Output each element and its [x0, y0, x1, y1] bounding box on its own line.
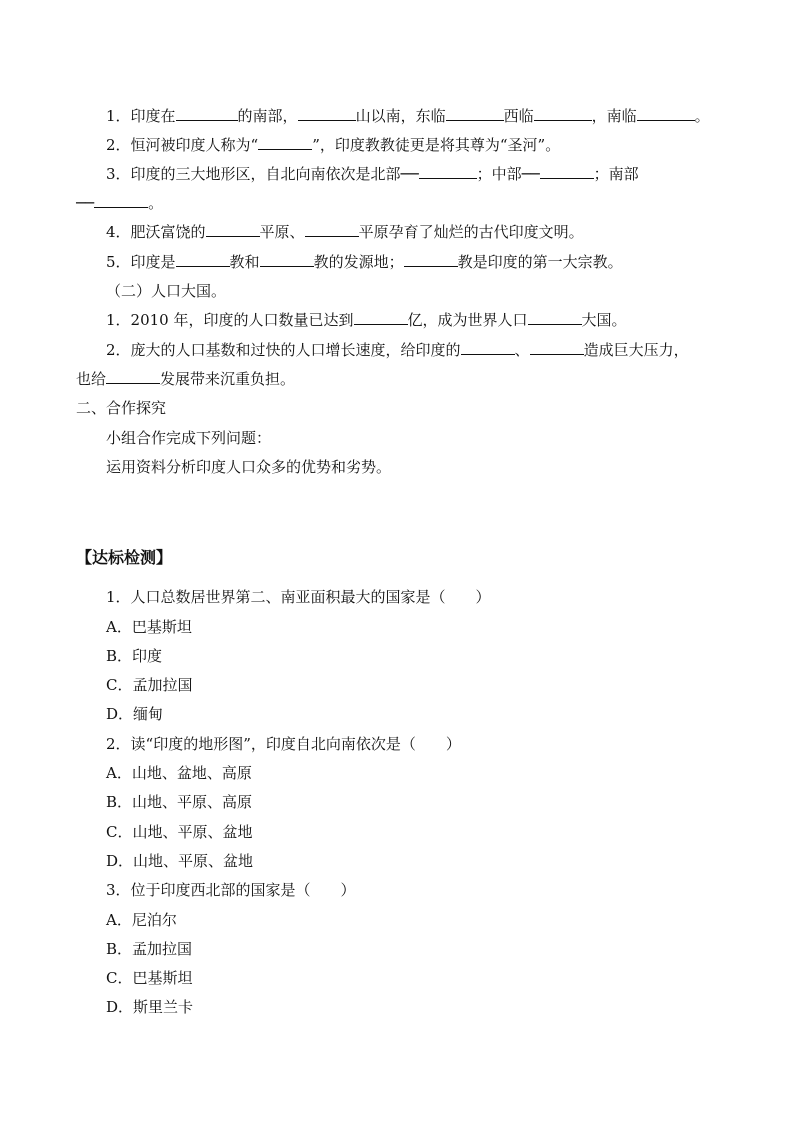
- pop-item-2: [106, 340, 689, 360]
- answer-blank[interactable]: [206, 222, 260, 237]
- answer-blank[interactable]: [176, 106, 238, 121]
- option-b[interactable]: B．孟加拉国: [106, 940, 193, 958]
- fill-text: 教是印度的第一大宗教。: [457, 253, 623, 271]
- option-b[interactable]: B．印度: [106, 647, 163, 665]
- fill-text: ，南临: [591, 107, 637, 125]
- sub-section-title: （二）人口大国。: [106, 282, 227, 300]
- fill-text: 山以南，东临: [355, 107, 446, 125]
- fill-item-4: [106, 222, 584, 242]
- question-stem: 1．人口总数居世界第二、南亚面积最大的国家是（ ）: [106, 588, 491, 606]
- answer-blank[interactable]: [419, 164, 477, 179]
- answer-blank[interactable]: [540, 164, 594, 179]
- cooperation-line-1: 小组合作完成下列问题：: [106, 429, 272, 447]
- answer-blank[interactable]: [176, 252, 230, 267]
- answer-blank[interactable]: [354, 310, 408, 325]
- answer-blank[interactable]: [461, 340, 515, 355]
- fill-text: 。: [148, 194, 164, 212]
- option-a[interactable]: A．山地、盆地、高原: [106, 764, 252, 782]
- question-stem: 3．位于印度西北部的国家是（ ）: [106, 881, 356, 899]
- fill-text: 亿，成为世界人口: [407, 311, 528, 329]
- answer-blank[interactable]: [106, 369, 160, 384]
- fill-text: 也给: [76, 370, 107, 388]
- fill-text: ──: [76, 194, 95, 212]
- fill-text: 5．印度是: [106, 253, 176, 271]
- pop-item-1: [106, 310, 627, 330]
- fill-item-2: [106, 135, 560, 155]
- fill-text: 。: [694, 107, 710, 125]
- answer-blank[interactable]: [637, 106, 695, 121]
- fill-text: 1．2010 年，印度的人口数量已达到: [106, 311, 354, 329]
- fill-text: 教的发源地；: [313, 253, 404, 271]
- answer-blank[interactable]: [404, 252, 458, 267]
- fill-text: 教和: [229, 253, 260, 271]
- option-c[interactable]: C．孟加拉国: [106, 676, 193, 694]
- fill-text: 2．庞大的人口基数和过快的人口增长速度，给印度的: [106, 341, 461, 359]
- fill-text: 3．印度的三大地形区，自北向南依次是北部──: [106, 165, 419, 183]
- fill-text: 大国。: [581, 311, 627, 329]
- test-title: 【达标检测】: [76, 548, 173, 567]
- pop-item-2-cont: [76, 369, 295, 389]
- option-b[interactable]: B．山地、平原、高原: [106, 793, 253, 811]
- option-c[interactable]: C．山地、平原、盆地: [106, 823, 253, 841]
- option-d[interactable]: D．斯里兰卡: [106, 998, 194, 1016]
- fill-text: 1．印度在: [106, 107, 176, 125]
- answer-blank[interactable]: [94, 193, 148, 208]
- fill-text: 4．肥沃富饶的: [106, 223, 206, 241]
- option-a[interactable]: A．尼泊尔: [106, 911, 177, 929]
- fill-item-5: [106, 252, 623, 272]
- fill-text: 2．恒河被印度人称为“: [106, 136, 259, 154]
- cooperation-line-2: 运用资料分析印度人口众多的优势和劣势。: [106, 458, 392, 476]
- fill-item-3: [106, 164, 639, 184]
- answer-blank[interactable]: [258, 135, 312, 150]
- answer-blank[interactable]: [534, 106, 592, 121]
- fill-text: 西临: [503, 107, 534, 125]
- answer-blank[interactable]: [305, 222, 359, 237]
- fill-text: ”，印度教教徒更是将其尊为“圣河”。: [312, 136, 561, 154]
- fill-text: 的南部，: [237, 107, 298, 125]
- answer-blank[interactable]: [446, 106, 504, 121]
- option-d[interactable]: D．缅甸: [106, 705, 164, 723]
- fill-text: 平原孕育了灿烂的古代印度文明。: [358, 223, 584, 241]
- fill-text: 发展带来沉重负担。: [160, 370, 296, 388]
- option-d[interactable]: D．山地、平原、盆地: [106, 852, 254, 870]
- option-c[interactable]: C．巴基斯坦: [106, 969, 193, 987]
- answer-blank[interactable]: [528, 310, 582, 325]
- fill-text: ；南部: [593, 165, 639, 183]
- answer-blank[interactable]: [530, 340, 584, 355]
- fill-item-1: [106, 106, 710, 126]
- cooperation-title: 二、合作探究: [76, 399, 167, 417]
- fill-item-3-cont: [76, 193, 163, 213]
- option-a[interactable]: A．巴基斯坦: [106, 618, 192, 636]
- fill-text: ；中部──: [476, 165, 540, 183]
- question-stem: 2．读“印度的地形图”，印度自北向南依次是（ ）: [106, 735, 461, 753]
- fill-text: 、: [514, 341, 530, 359]
- answer-blank[interactable]: [298, 106, 356, 121]
- fill-text: 造成巨大压力，: [583, 341, 689, 359]
- answer-blank[interactable]: [260, 252, 314, 267]
- fill-text: 平原、: [259, 223, 305, 241]
